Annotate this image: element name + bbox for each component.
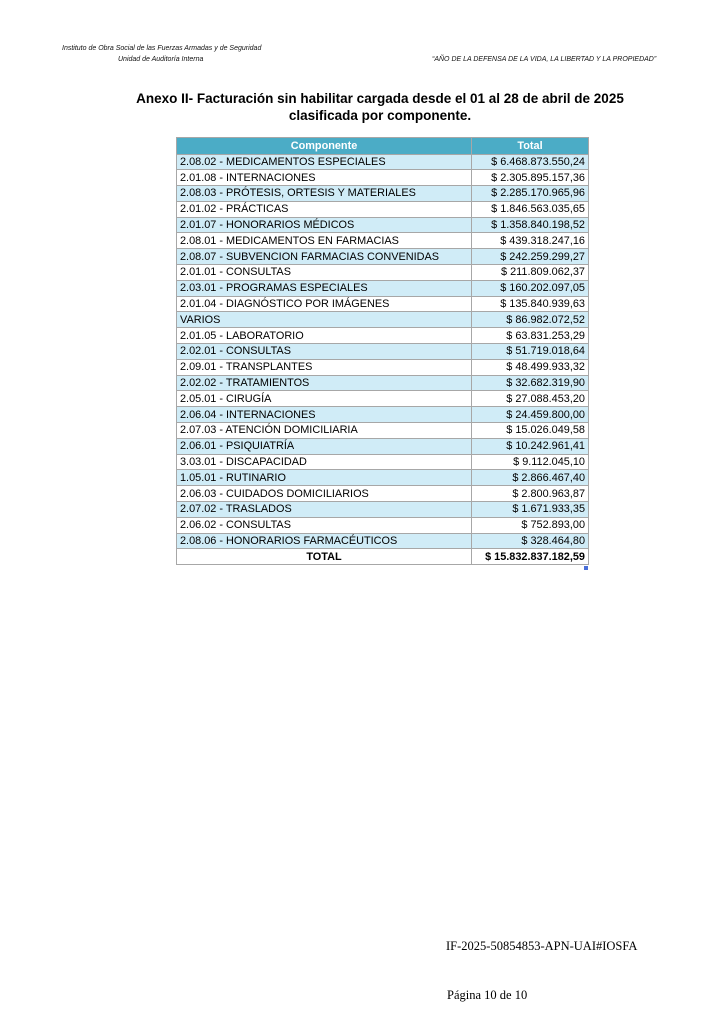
title-line-1: Anexo II- Facturación sin habilitar cargada desde el 01 al 28 de abril de 2025 [136, 91, 624, 106]
total-cell: $ 27.088.453,20 [472, 391, 589, 407]
component-cell: 2.09.01 - TRANSPLANTES [177, 359, 472, 375]
total-cell: $ 135.840.939,63 [472, 296, 589, 312]
component-cell: 2.07.03 - ATENCIÓN DOMICILIARIA [177, 423, 472, 439]
component-cell: 2.08.03 - PRÓTESIS, ORTESIS Y MATERIALES [177, 186, 472, 202]
document-id: IF-2025-50854853-APN-UAI#IOSFA [446, 939, 638, 953]
total-cell: $ 24.459.800,00 [472, 407, 589, 423]
total-cell: $ 63.831.253,29 [472, 328, 589, 344]
table-row [177, 407, 589, 423]
component-cell: 2.01.08 - INTERNACIONES [177, 170, 472, 186]
total-cell: $ 1.846.563.035,65 [472, 201, 589, 217]
total-cell: $ 51.719.018,64 [472, 344, 589, 360]
total-cell: $ 211.809.062,37 [472, 265, 589, 281]
cell-resize-handle [584, 566, 588, 570]
total-cell: $ 1.358.840.198,52 [472, 217, 589, 233]
table-row [177, 265, 589, 281]
table-row [177, 533, 589, 549]
table-row [177, 359, 589, 375]
table-row [177, 344, 589, 360]
component-cell: 2.02.02 - TRATAMIENTOS [177, 375, 472, 391]
table-row [177, 375, 589, 391]
page-title [95, 90, 665, 124]
column-header-total: Total [472, 138, 589, 155]
total-cell: $ 1.671.933,35 [472, 502, 589, 518]
component-cell: 2.06.03 - CUIDADOS DOMICILIARIOS [177, 486, 472, 502]
component-cell: 1.05.01 - RUTINARIO [177, 470, 472, 486]
table-body [177, 154, 589, 549]
total-cell: $ 6.468.873.550,24 [472, 154, 589, 170]
component-cell: 2.01.04 - DIAGNÓSTICO POR IMÁGENES [177, 296, 472, 312]
table-row [177, 217, 589, 233]
total-cell: $ 32.682.319,90 [472, 375, 589, 391]
component-cell: VARIOS [177, 312, 472, 328]
component-cell: 2.03.01 - PROGRAMAS ESPECIALES [177, 280, 472, 296]
component-cell: 2.05.01 - CIRUGÍA [177, 391, 472, 407]
component-cell: 2.01.01 - CONSULTAS [177, 265, 472, 281]
table-row [177, 280, 589, 296]
header-unit: Unidad de Auditoría Interna [118, 56, 204, 63]
total-cell: $ 439.318.247,16 [472, 233, 589, 249]
total-cell: $ 15.026.049,58 [472, 423, 589, 439]
table-header-row [177, 138, 589, 155]
table-row [177, 312, 589, 328]
table-row [177, 470, 589, 486]
table-row [177, 154, 589, 170]
table-row [177, 423, 589, 439]
table-row [177, 517, 589, 533]
component-cell: 2.08.07 - SUBVENCION FARMACIAS CONVENIDAS [177, 249, 472, 265]
table-row [177, 186, 589, 202]
component-cell: 2.01.02 - PRÁCTICAS [177, 201, 472, 217]
table-row [177, 201, 589, 217]
total-cell: $ 10.242.961,41 [472, 438, 589, 454]
page-number: Página 10 de 10 [447, 988, 528, 1002]
table-row [177, 328, 589, 344]
component-cell: 2.02.01 - CONSULTAS [177, 344, 472, 360]
table-row [177, 486, 589, 502]
component-cell: 2.06.04 - INTERNACIONES [177, 407, 472, 423]
total-value: $ 15.832.837.182,59 [472, 549, 589, 565]
table-row [177, 502, 589, 518]
total-label: TOTAL [177, 549, 472, 565]
header-motto: “AÑO DE LA DEFENSA DE LA VIDA, LA LIBERTAD Y LA PROPIEDAD” [432, 56, 657, 63]
total-cell: $ 2.866.467,40 [472, 470, 589, 486]
component-cell: 2.01.07 - HONORARIOS MÉDICOS [177, 217, 472, 233]
header-institution: Instituto de Obra Social de las Fuerzas Armadas y de Seguridad [62, 45, 262, 52]
total-cell: $ 2.285.170.965,96 [472, 186, 589, 202]
total-cell: $ 752.893,00 [472, 517, 589, 533]
total-cell: $ 86.982.072,52 [472, 312, 589, 328]
table-row [177, 170, 589, 186]
table-row [177, 249, 589, 265]
component-cell: 2.07.02 - TRASLADOS [177, 502, 472, 518]
table-row [177, 438, 589, 454]
table-row [177, 454, 589, 470]
component-cell: 2.08.01 - MEDICAMENTOS EN FARMACIAS [177, 233, 472, 249]
component-cell: 2.08.06 - HONORARIOS FARMACÉUTICOS [177, 533, 472, 549]
table-row [177, 233, 589, 249]
total-cell: $ 2.800.963,87 [472, 486, 589, 502]
component-cell: 2.06.02 - CONSULTAS [177, 517, 472, 533]
component-cell: 2.01.05 - LABORATORIO [177, 328, 472, 344]
component-cell: 2.06.01 - PSIQUIATRÍA [177, 438, 472, 454]
column-header-componente: Componente [177, 138, 472, 155]
component-table [176, 137, 589, 565]
total-cell: $ 328.464,80 [472, 533, 589, 549]
total-row [177, 549, 589, 565]
table-row [177, 296, 589, 312]
total-cell: $ 242.259.299,27 [472, 249, 589, 265]
component-cell: 3.03.01 - DISCAPACIDAD [177, 454, 472, 470]
total-cell: $ 160.202.097,05 [472, 280, 589, 296]
total-cell: $ 9.112.045,10 [472, 454, 589, 470]
title-line-2: clasificada por componente. [288, 108, 472, 123]
total-cell: $ 2.305.895.157,36 [472, 170, 589, 186]
table-row [177, 391, 589, 407]
total-cell: $ 48.499.933,32 [472, 359, 589, 375]
component-cell: 2.08.02 - MEDICAMENTOS ESPECIALES [177, 154, 472, 170]
